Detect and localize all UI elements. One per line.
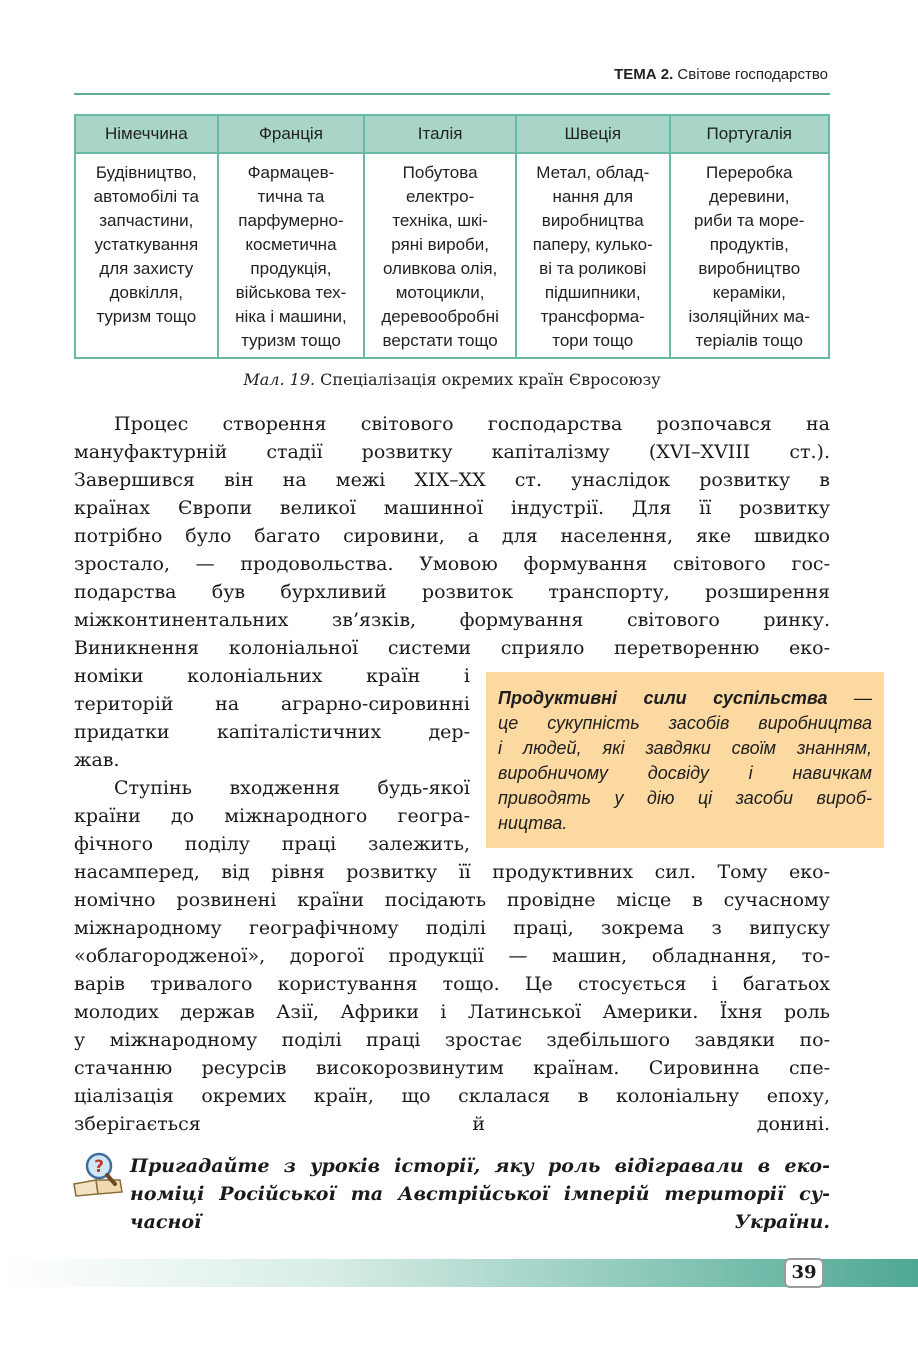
- question-book-icon: [72, 1150, 124, 1198]
- table-header-cell: Швеція: [516, 115, 670, 153]
- table-header-cell: Франція: [218, 115, 365, 153]
- table-header-cell: Італія: [364, 115, 516, 153]
- table-row: [75, 153, 829, 358]
- header-divider: [74, 93, 830, 95]
- review-question-last-line: часної України.: [130, 1211, 830, 1233]
- figure-caption: [0, 370, 904, 389]
- figure-label: Мал. 19.: [243, 370, 316, 389]
- page-number: 39: [784, 1258, 824, 1288]
- table-header-cell: Німеччина: [75, 115, 218, 153]
- definition-body: — це сукупність засобів виробництва і людей, які завдяки своїм знанням, виробничому досвіду і навичкам приводять у дію ці засоби вироб-: [498, 688, 872, 808]
- table-cell: Побутова електро- техніка, шкі- ряні вироби, оливкова олія, мотоцикли, деревообробні верстати тощо: [364, 153, 516, 358]
- table-header-row: [75, 115, 829, 153]
- topic-label: ТЕМА 2.: [614, 66, 674, 83]
- table-header-cell: Португалія: [670, 115, 829, 153]
- paragraph-4: насамперед, від рівня розвитку її продуктивних сил. Тому еко- номічно розвинені країни посідають провідне місце в сучасному міжнародному географічному поділі праці, зокрема з випуску «облагородженої», дорогої продукції — машин, обладнання, то- варів тривалого користування тощо. Це стосується і багатьох молодих держав Азії, Африки і Латинської Америки. Їхня роль у міжнародному поділі праці зростає здебільшого завдяки по- стачанню ресурсів високорозвинутим країнам. Сировинна спе- ціалізація окремих країн, що склалася в колоніальну епоху, зберігається й донині.: [74, 861, 830, 1135]
- paragraph-3: Ступінь входження будь-якої країни до міжнародного геогра- фічного поділу праці залежить,: [74, 777, 470, 855]
- review-question-text: Пригадайте з уроків історії, яку роль відігравали в еко- номіці Російської та Австрійської імперій території су-: [130, 1155, 830, 1205]
- definition-text: [498, 686, 872, 811]
- svg-text:?: ?: [94, 1157, 104, 1177]
- definition-last-line: ництва.: [498, 813, 568, 833]
- running-header: [614, 66, 828, 83]
- definition-term: Продуктивні сили суспільства: [498, 688, 828, 708]
- topic-title: Світове господарство: [673, 66, 828, 83]
- review-question: [130, 1152, 830, 1236]
- table-cell: Переробка деревини, риби та море- продуктів, виробництво кераміки, ізоляційних ма- теріалів тощо: [670, 153, 829, 358]
- definition-box: [486, 672, 884, 848]
- figure-caption-text: Спеціалізація окремих країн Євросоюзу: [315, 370, 661, 389]
- table-cell: Фармацев- тична та парфумерно- косметична продукція, військова тех- ніка і машини, туризм тощо: [218, 153, 365, 358]
- paragraph-1: Процес створення світового господарства розпочався на мануфактурній стадії розвитку капіталізму (XVI–XVIII ст.). Завершився він на межі XIX–XX ст. унаслідок розвитку в країнах Європи великої машинної індустрії. Для її розвитку потрібно було багато сировини, а для населення, яке швидко зростало, — продовольства. Умовою формування світового гос- подарства був бурхливий розвиток транспорту, розширення міжконтинентальних зв’язків, формування світового ринку. Виникнення колоніальної системи сприяло перетворенню еко-: [74, 413, 830, 659]
- table-cell: Будівництво, автомобілі та запчастини, устаткування для захисту довкілля, туризм тощо: [75, 153, 218, 358]
- footer-band: [0, 1259, 918, 1287]
- specialization-table: [74, 114, 830, 359]
- table-cell: Метал, облад- нання для виробництва паперу, кулько- ві та роликові підшипники, трансформа- тори тощо: [516, 153, 670, 358]
- paragraph-2: номіки колоніальних країн і територій на аграрно-сировинні придатки капіталістичних дер- жав.: [74, 665, 470, 771]
